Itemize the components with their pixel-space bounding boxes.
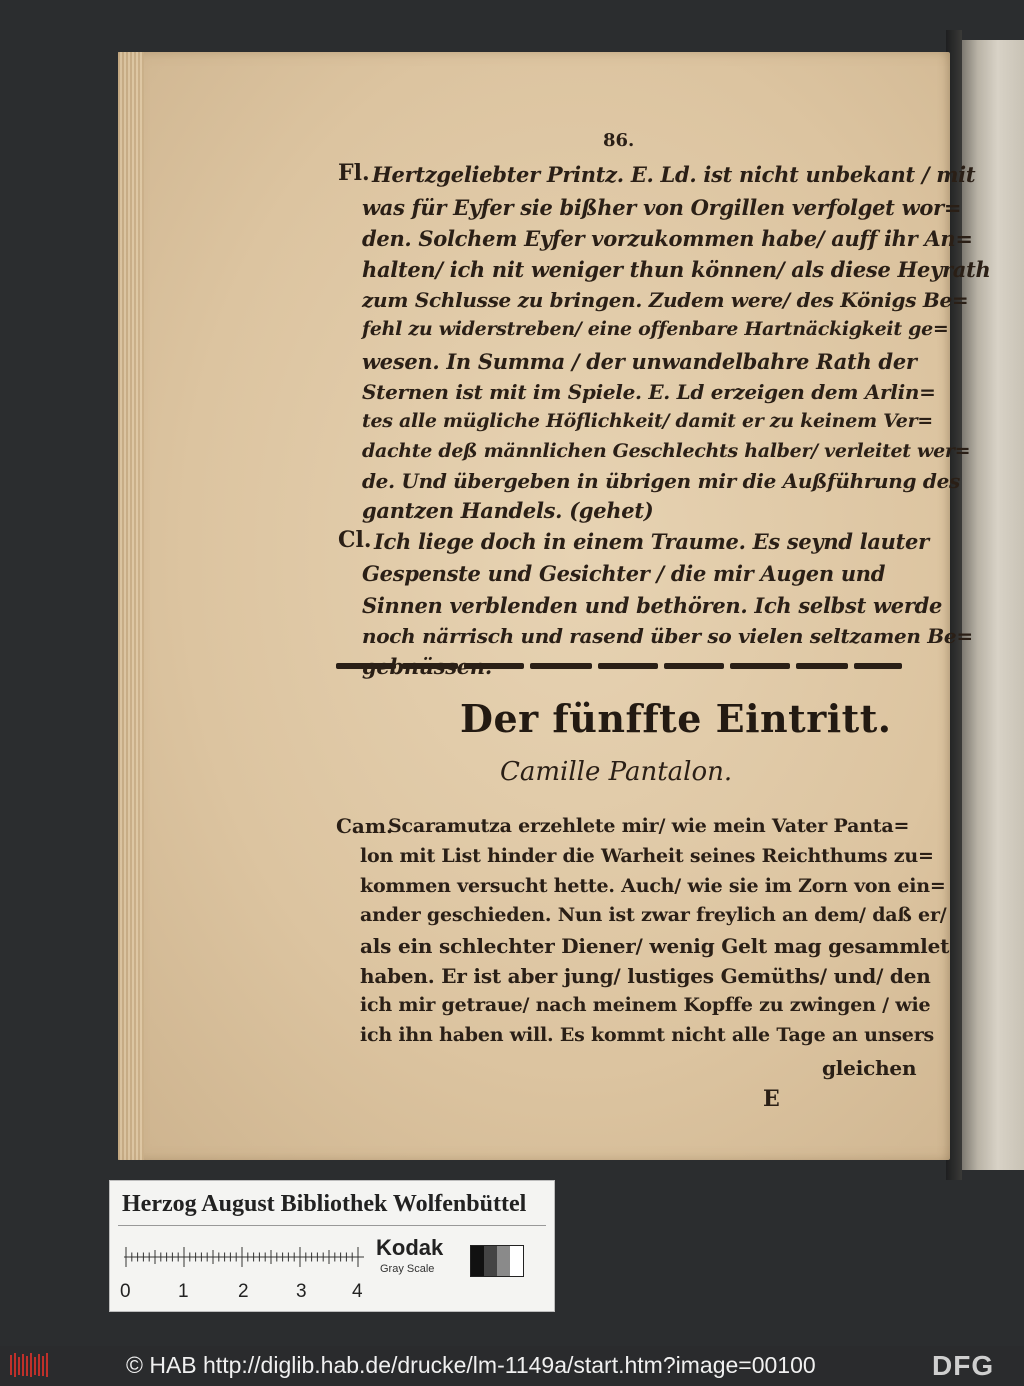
text-line: Hertzgeliebter Printz. E. Ld. ist nicht unbekant / mit [372,162,976,187]
kodak-gray-scale-label: Gray Scale [380,1263,435,1275]
text-line: Gespenste und Gesichter / die mir Augen und [362,561,886,586]
text-line: de. Und übergeben in übrigen mir die Außführung des [362,469,960,493]
text-line: was für Eyfer sie bißher von Orgillen verfolget wor= [362,195,962,220]
ornamental-divider [336,660,902,672]
speaker-cl: Cl. [338,527,372,553]
text-line: ander geschieden. Nun ist zwar freylich an dem/ daß er/ [360,904,947,926]
ruler-number: 0 [120,1281,131,1302]
ruler-number: 2 [238,1281,249,1302]
page-edge [118,52,144,1160]
library-label-card [109,1180,555,1312]
ruler-number: 1 [178,1281,189,1302]
ruler-number: 3 [296,1281,307,1302]
text-line: wesen. In Summa / der unwandelbahre Rath der [362,349,917,374]
speaker-cam: Cam. [336,814,394,838]
gray-patch [484,1246,497,1276]
kodak-brand: Kodak [376,1235,444,1260]
text-line: ich ihn haben will. Es kommt nicht alle Tage an unsers [360,1024,935,1046]
text-line: als ein schlechter Diener/ wenig Gelt mag gesammlet [360,934,950,958]
catchword: gleichen [822,1056,917,1080]
ruler-number: 4 [352,1281,363,1302]
copyright-url[interactable]: © HAB http://diglib.hab.de/drucke/lm-1149a/start.htm?image=00100 [126,1352,816,1378]
ruler-numbers [120,1281,370,1303]
text-line: dachte deß männlichen Geschlechts halber/ verleitet wer= [362,440,971,462]
text-line: tes alle mügliche Höflichkeit/ damit er zu keinem Ver= [362,410,933,432]
scene-persons: Camille Pantalon. [500,757,733,787]
gray-patch [510,1246,523,1276]
text-line: Sinnen verblenden und bethören. Ich selbst werde [362,593,943,618]
next-leaf-edge [958,40,1024,1170]
scene-title: Der fünffte Eintritt. [460,696,892,741]
signature-mark: E [763,1086,780,1112]
dfg-logo: DFG [932,1350,995,1381]
text-line: kommen versucht hette. Auch/ wie sie im Zorn von ein= [360,875,946,897]
gray-patch [471,1246,484,1276]
text-line: halten/ ich nit weniger thun können/ als diese Heyrath [362,257,991,282]
text-line: Ich liege doch in einem Traume. Es seynd lauter [374,529,929,554]
text-line: haben. Er ist aber jung/ lustiges Gemüths/ und/ den [360,964,931,988]
gray-patch [497,1246,510,1276]
text-line: fehl zu widerstreben/ eine offenbare Hartnäckigkeit ge= [362,318,949,340]
label-divider [118,1225,546,1226]
text-line: noch närrisch und rasend über so vielen seltzamen Be= [362,624,973,648]
text-line: lon mit List hinder die Warheit seines Reichthums zu= [360,845,934,867]
text-line: den. Solchem Eyfer vorzukommen habe/ auff ihr An= [362,226,973,251]
text-line: Sternen ist mit im Spiele. E. Ld erzeigen dem Arlin= [362,380,936,404]
text-line: gantzen Handels. (gehet) [362,498,654,523]
gray-scale-patches [470,1245,524,1277]
ruler-scale [124,1237,364,1277]
hab-logo-icon [8,1351,52,1379]
text-line: zum Schlusse zu bringen. Zudem were/ des Königs Be= [362,288,969,312]
text-line: ich mir getraue/ nach meinem Kopffe zu zwingen / wie [360,994,931,1016]
page-number: 86. [603,130,635,151]
library-name: Herzog August Bibliothek Wolfenbüttel [122,1191,527,1217]
speaker-fl: Fl. [338,160,370,186]
text-line: Scaramutza erzehlete mir/ wie mein Vater Panta= [388,815,910,837]
